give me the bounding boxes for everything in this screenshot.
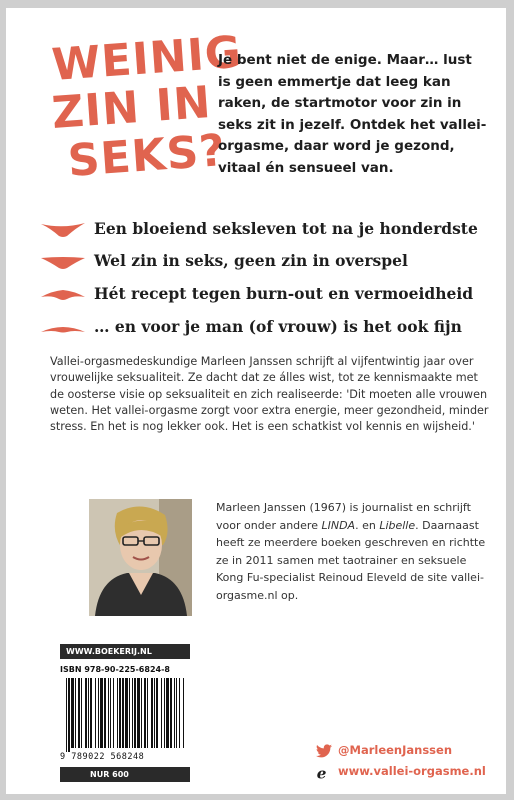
magazine-name: LINDA bbox=[321, 518, 356, 532]
book-description: Vallei-orgasmedeskundige Marleen Janssen schrijft al vijfentwintig jaar over vrouwelijke seksualiteit. Ze dacht dat ze álles wist, tot ze kennismaakte met de oosterse visie op seksualiteit en zich realiseerde: 'Dit moeten alle vrouwen weten. Het vallei-orgasme zorgt voor extra energie, meer gezondheid, minder stress. En het is nog lekker ook. Het is een schatkist vol kennis en wijsheid.' bbox=[50, 355, 489, 434]
petal-bullet-icon bbox=[40, 287, 86, 303]
svg-text:e: e bbox=[316, 765, 327, 781]
barcode bbox=[60, 676, 190, 752]
magazine-name: Libelle bbox=[379, 518, 416, 532]
petal-bullet-icon bbox=[40, 320, 86, 336]
bullet-text: … en voor je man (of vrouw) is het ook fijn bbox=[94, 317, 462, 336]
isbn: ISBN 978-90-225-6824-8 bbox=[60, 665, 170, 674]
bullet-text: Hét recept tegen burn-out en vermoeidheid bbox=[94, 284, 474, 303]
intro-paragraph: Je bent niet de enige. Maar… lust is geen emmertje dat leeg kan raken, de startmotor voor zin in seks zit in jezelf. Ontdek het vallei-orgasme, daar word je gezond, vitaal én sensueel van. bbox=[218, 52, 487, 176]
nur-code: NUR 600 bbox=[60, 767, 190, 782]
cover-title-line-3: SEKS? bbox=[66, 125, 228, 187]
publisher-url[interactable]: WWW.BOEKERIJ.NL bbox=[60, 644, 190, 659]
author-bio: Marleen Janssen (1967) is journalist en schrijft voor onder andere LINDA. en Libelle. Daarnaast heeft ze meerdere boeken geschreven en richtte ze in 2011 samen met taotrainer en seksuele Kong Fu-specialist Reinoud Eleveld de site vallei-orgasme.nl op. bbox=[216, 501, 486, 602]
website-link[interactable] bbox=[316, 764, 496, 782]
bullet-item bbox=[40, 316, 500, 342]
bullet-text: Een bloeiend seksleven tot na je honderdste bbox=[94, 219, 478, 238]
twitter-icon bbox=[316, 744, 332, 758]
internet-e-icon bbox=[316, 765, 332, 781]
bullet-item bbox=[40, 250, 500, 276]
cover-title-line-2: ZIN IN bbox=[50, 76, 213, 139]
twitter-handle[interactable] bbox=[316, 743, 496, 761]
twitter-handle-text: @MarleenJanssen bbox=[338, 743, 453, 757]
bullet-item bbox=[40, 218, 500, 244]
bullet-item bbox=[40, 283, 500, 309]
barcode-number: 9 789022 568248 bbox=[60, 752, 145, 762]
petal-bullet-icon bbox=[40, 222, 86, 238]
website-link-text: www.vallei-orgasme.nl bbox=[338, 764, 486, 778]
bullet-text: Wel zin in seks, geen zin in overspel bbox=[94, 251, 408, 270]
author-photo bbox=[89, 499, 192, 616]
cover-title-line-1: WEINIG bbox=[50, 26, 244, 91]
petal-bullet-icon bbox=[40, 254, 86, 270]
